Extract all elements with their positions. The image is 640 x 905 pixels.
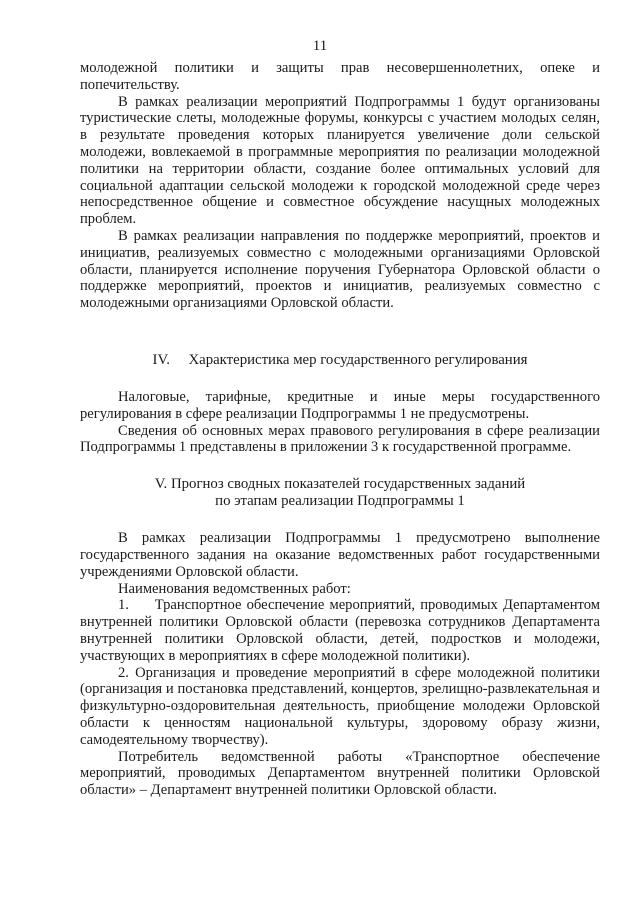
paragraph: В рамках реализации направления по поддержке мероприятий, проектов и инициатив, реализуемых совместно с молодежными организациями Орловской области, планируется исполнение поручения Губернатора Орловской области о поддержке мероприятий, проектов и инициатив, реализуемых совместно с молодежными организациями Орловской области. [80,227,600,312]
section-heading-v-line1: V. Прогноз сводных показателей государственных заданий [154,476,526,493]
paragraph: молодежной политики и защиты прав несовершеннолетних, опеке и попечительству. [80,60,600,93]
paragraph: В рамках реализации мероприятий Подпрограммы 1 будут организованы туристические слеты, молодежные форумы, конкурсы с участием молодых селян, в результате проведения которых планируется увеличение доли сельской молодежи, вовлекаемой в программные мероприятия по реализации молодежной политики на территории области, создание более оптимальных условий для социальной адаптации сельской молодежи к городской молодежной среде через непосредственное общение и совместное обсуждение насущных молодежных проблем. [80,93,600,228]
page-number: 11 [312,38,328,54]
paragraph: Наименования ведомственных работ: [118,580,351,597]
list-item: 2. Организация и проведение мероприятий в сфере молодежной политики (организация и постановка представлений, концертов, зрелищно-развлекательная и физкультурно-оздоровительная деятельность, приобщение молодежи Орловской области к ценностям национальной культуры, здоровому образу жизни, самодеятельному творчеству). [80,664,600,748]
section-heading-iv: IV. Характеристика мер государственного регулирования [152,351,528,368]
document-body [80,60,600,799]
section-heading-v-line2: по этапам реализации Подпрограммы 1 [215,493,465,510]
paragraph: В рамках реализации Подпрограммы 1 предусмотрено выполнение государственного задания на оказание ведомственных работ государственными учреждениями Орловской области. [80,530,600,580]
paragraph: Сведения об основных мерах правового регулирования в сфере реализации Подпрограммы 1 представлены в приложении 3 к государственной программе. [80,422,600,456]
paragraph: Налоговые, тарифные, кредитные и иные меры государственного регулирования в сфере реализации Подпрограммы 1 не предусмотрены. [80,388,600,422]
paragraph: Потребитель ведомственной работы «Транспортное обеспечение мероприятий, проводимых Департаментом внутренней политики Орловской области» – Департамент внутренней политики Орловской области. [80,748,600,799]
list-item: 1. Транспортное обеспечение мероприятий, проводимых Департаментом внутренней политики Орловской области (перевозка сотрудников Департамента внутренней политики Орловской области, детей, подростков и молодежи, участвующих в мероприятиях в сфере молодежной политики). [80,597,600,664]
